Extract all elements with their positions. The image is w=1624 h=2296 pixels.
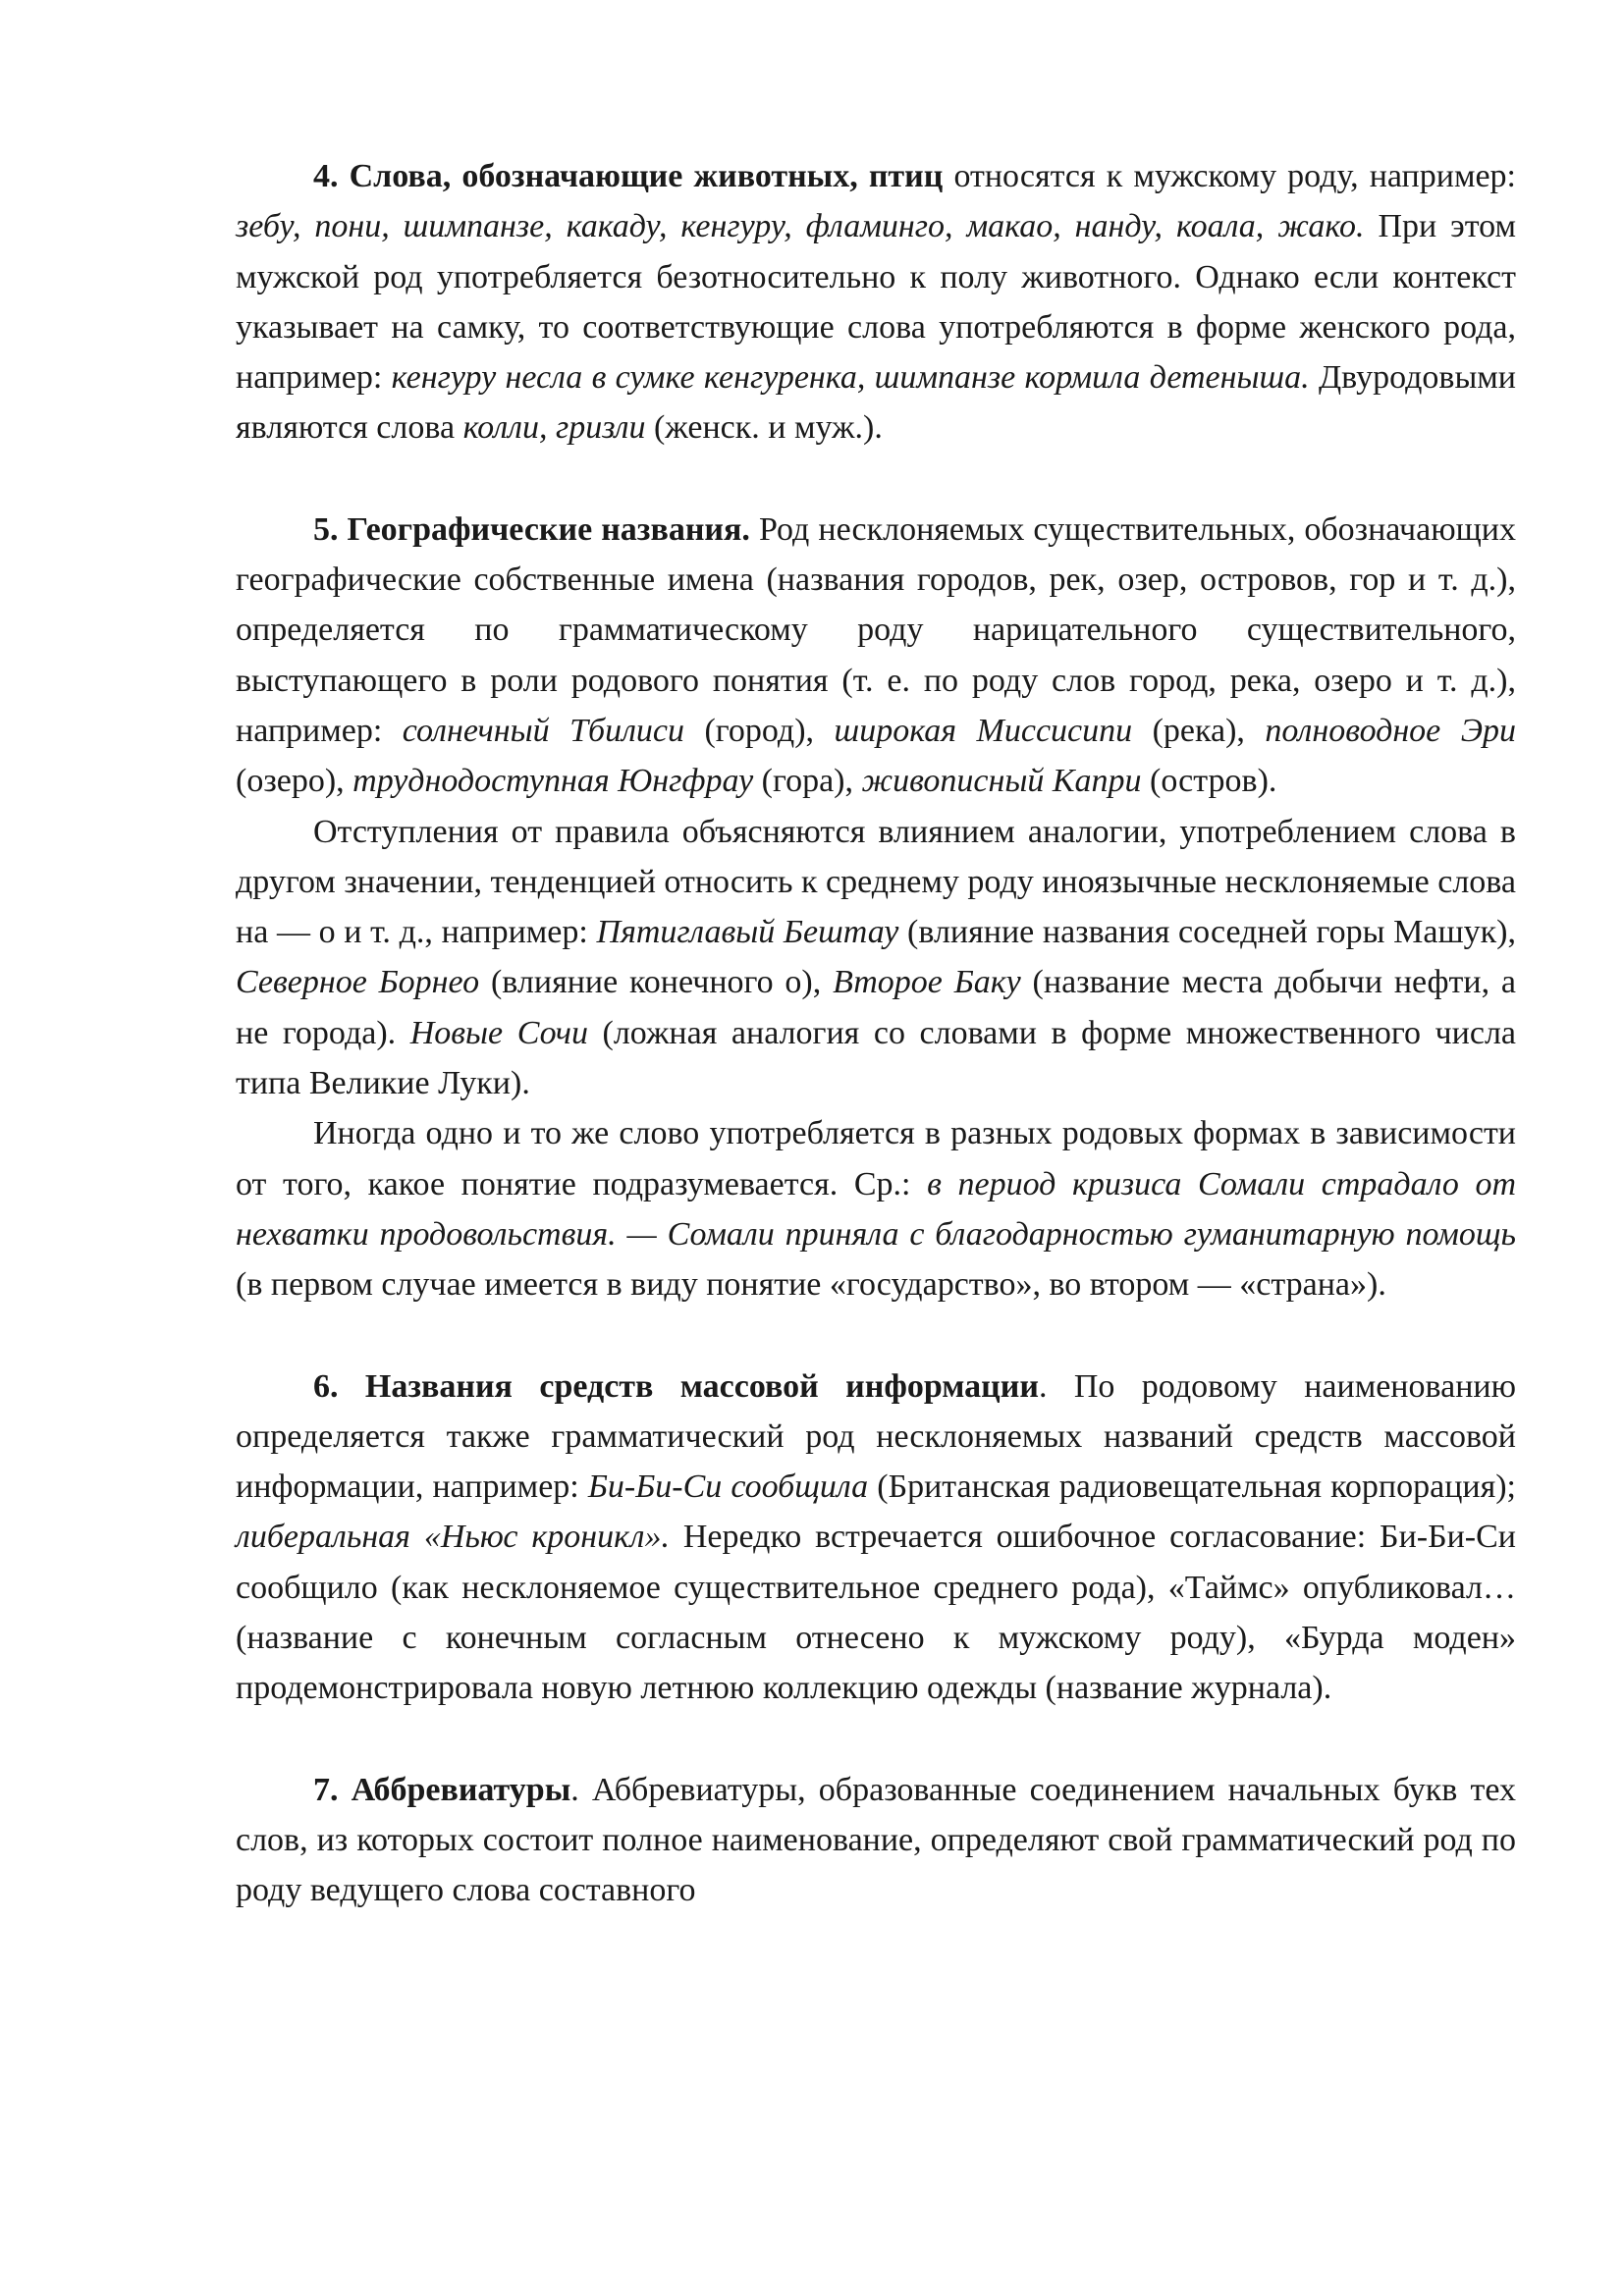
paragraph-exceptions [236,807,1516,1109]
paragraph-somali [236,1108,1516,1309]
heading-abbreviations: 7. Аббревиатуры [313,1771,571,1808]
heading-geographic: 5. Географические названия. [313,510,750,548]
text-run: При этом мужской род употребляется безотносительно к полу животного. Однако если контекст указывает на самку, то соответствующие слова употребляются в форме женского рода, например: [236,208,1517,397]
example-run: Би-Би-Си сообщила [587,1468,869,1506]
heading-media: 6. Названия средств массовой информации [313,1367,1039,1405]
text-run: (влияние названия соседней горы Машук), [898,914,1516,951]
text-run: Род несклоняемых существительных, обозначающих географические собственные имена (названия городов, рек, озер, островов, гор и т. д.), определяется по грамматическому роду нарицательного существительного, выступающего в роли родового понятия (т. е. по роду слов город, река, озеро и т. д.), например: [236,510,1517,749]
text-run: (река), [1132,712,1266,749]
example-run: Пятиглавый Бештау [596,914,899,951]
paragraph-animals [236,151,1516,454]
example-run: либеральная «Ньюс кроникл». [236,1519,671,1556]
text-run: Нередко встречается ошибочное согласование: Би-Би-Си сообщило (как несклоняемое существительное среднего рода), «Таймс» опубликовал… (название с конечным согласным отнесено к мужскому роду), «Бурда моден» продемонстрировала новую летнюю коллекцию одежды (название журнала). [236,1519,1517,1707]
example-run: труднодоступная Юнгфрау [352,763,754,800]
document-page [236,151,1516,1916]
paragraph-geographic [236,505,1516,807]
text-run: . По родовому наименованию определяется также грамматический род несклоняемых названий средств массовой информации, например: [236,1367,1516,1506]
paragraph-media [236,1362,1516,1714]
paragraph-abbreviations [236,1765,1516,1916]
example-run: солнечный Тбилиси [402,712,685,749]
text-run: (город), [684,712,835,749]
example-run: зебу, пони, шимпанзе, какаду, кенгуру, фламинго, макао, нанду, коала, жако. [236,208,1365,245]
text-run: (название места добычи нефти, а не города). [236,964,1516,1051]
example-run: Второе Баку [833,964,1021,1001]
text-run: (озеро), [236,763,353,800]
example-run: полноводное Эри [1265,712,1517,749]
text-run: (остров). [1141,763,1277,800]
text-run: Двуродовыми являются слова [236,359,1517,447]
heading-animals: 4. Слова, обозначающие животных, птиц [313,158,944,194]
example-run: Северное Борнео [236,964,480,1001]
example-run: широкая Миссисипи [834,712,1133,749]
text-run: (гора), [753,763,862,800]
text-run: (женск. и муж.). [645,409,883,447]
text-run: Отступления от правила объясняются влиянием аналогии, употреблением слова в другом значении, тенденцией относить к среднему роду иноязычные несклоняемые слова на — о и т. д., например: [236,813,1516,951]
example-run: Новые Сочи [409,1014,588,1051]
example-run: в период кризиса Сомали страдало от нехватки продовольствия. — Сомали приняла с благодарностью гуманитарную помощь [236,1165,1516,1253]
text-run: (ложная аналогия со словами в форме множественного числа типа Великие Луки). [236,1014,1517,1102]
text-run: . Аббревиатуры, образованные соединением начальных букв тех слов, из которых состоит полное наименование, определяют свой грамматический род по роду ведущего слова составного [236,1771,1516,1909]
example-run: колли, гризли [462,409,646,447]
text-run: относятся к мужскому роду, например: [943,158,1516,194]
text-run: (Британская радиовещательная корпорация); [868,1468,1516,1506]
example-run: живописный Капри [861,763,1142,800]
example-run: кенгуру несла в сумке кенгуренка, шимпанзе кормила детеныша. [391,359,1310,397]
text-run: (влияние конечного о), [479,964,834,1001]
text-run: Иногда одно и то же слово употребляется в разных родовых формах в зависимости от того, какое понятие подразумевается. Ср.: [236,1115,1516,1202]
text-run: (в первом случае имеется в виду понятие «государство», во втором — «страна»). [236,1266,1386,1304]
